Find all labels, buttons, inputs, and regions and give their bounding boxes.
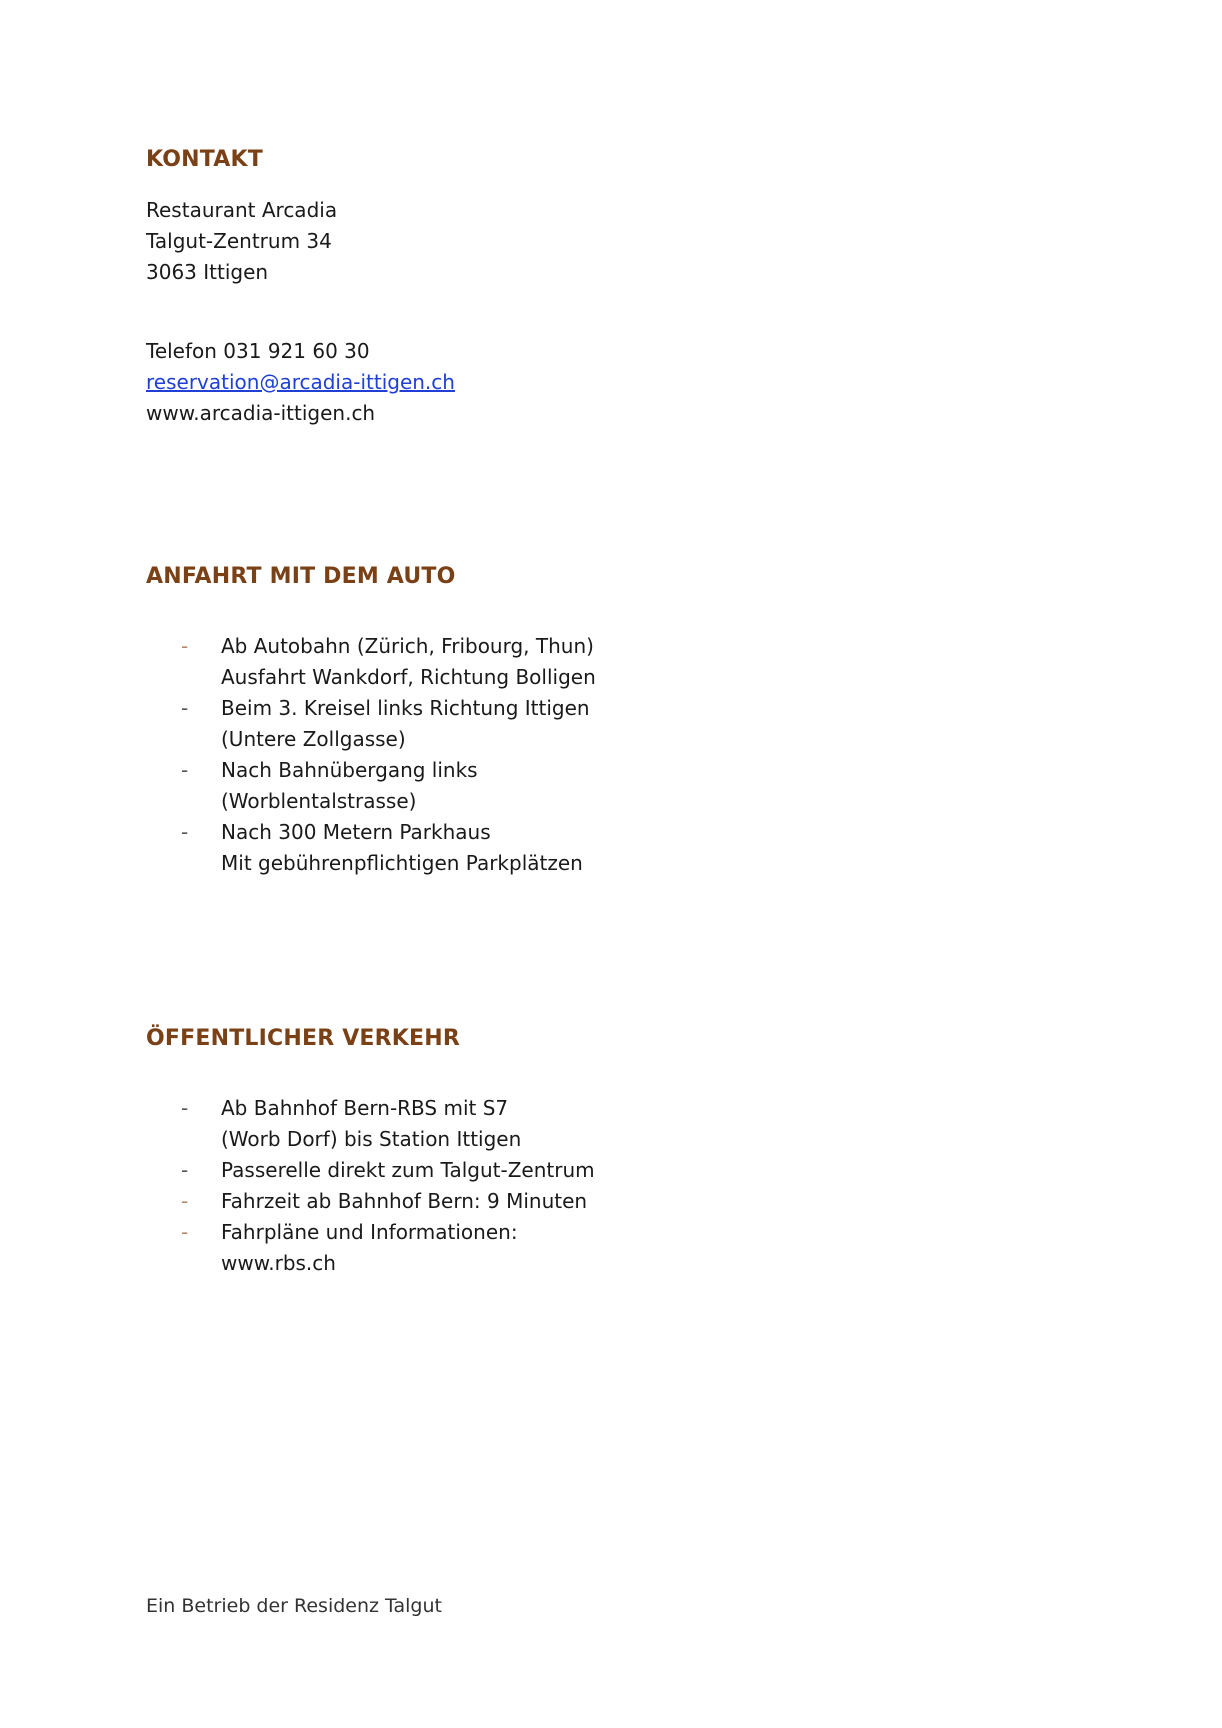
list-item bbox=[176, 1155, 595, 1186]
list-dash: - bbox=[181, 1096, 189, 1120]
list-dash: - bbox=[181, 820, 189, 844]
list-item bbox=[176, 1217, 595, 1279]
footer-text: Ein Betrieb der Residenz Talgut bbox=[146, 1595, 442, 1617]
list-dash: - bbox=[181, 696, 189, 720]
website-text: www.arcadia-ittigen.ch bbox=[146, 401, 376, 425]
list-item bbox=[176, 631, 596, 693]
car-directions-heading: ANFAHRT MIT DEM AUTO bbox=[146, 564, 456, 589]
transit-heading: ÖFFENTLICHER VERKEHR bbox=[146, 1026, 461, 1051]
list-item bbox=[176, 755, 596, 817]
address-line-city: 3063 Ittigen bbox=[146, 260, 269, 284]
list-item-line: Fahrzeit ab Bahnhof Bern: 9 Minuten bbox=[221, 1189, 588, 1213]
list-item bbox=[176, 1093, 595, 1155]
list-item-line: Nach 300 Metern Parkhaus bbox=[221, 820, 491, 844]
contact-heading: KONTAKT bbox=[146, 147, 263, 172]
list-item-line: Mit gebührenpflichtigen Parkplätzen bbox=[221, 851, 583, 875]
list-item-line: Ab Bahnhof Bern-RBS mit S7 bbox=[221, 1096, 509, 1120]
list-dash: - bbox=[181, 1158, 189, 1182]
list-item bbox=[176, 1186, 595, 1217]
list-item-line: Fahrpläne und Informationen: bbox=[221, 1220, 518, 1244]
address-line-name: Restaurant Arcadia bbox=[146, 198, 338, 222]
list-item-line: Ab Autobahn (Zürich, Fribourg, Thun) bbox=[221, 634, 594, 658]
list-item-line: Nach Bahnübergang links bbox=[221, 758, 478, 782]
list-item-line: Ausfahrt Wankdorf, Richtung Bolligen bbox=[221, 665, 596, 689]
list-item-line: www.rbs.ch bbox=[221, 1251, 336, 1275]
address-line-street: Talgut-Zentrum 34 bbox=[146, 229, 332, 253]
contact-details bbox=[146, 336, 455, 429]
list-dash: - bbox=[181, 758, 189, 782]
car-directions-list bbox=[176, 631, 596, 879]
contact-address bbox=[146, 195, 337, 288]
list-dash: - bbox=[181, 634, 189, 658]
list-item bbox=[176, 817, 596, 879]
list-item-line: Beim 3. Kreisel links Richtung Ittigen bbox=[221, 696, 590, 720]
list-item-line: Passerelle direkt zum Talgut-Zentrum bbox=[221, 1158, 595, 1182]
list-item bbox=[176, 693, 596, 755]
phone-number: Telefon 031 921 60 30 bbox=[146, 339, 370, 363]
list-dash: - bbox=[181, 1220, 189, 1244]
email-link[interactable]: reservation@arcadia-ittigen.ch bbox=[146, 370, 455, 394]
list-dash: - bbox=[181, 1189, 189, 1213]
transit-list bbox=[176, 1093, 595, 1279]
list-item-line: (Untere Zollgasse) bbox=[221, 727, 406, 751]
list-item-line: (Worblentalstrasse) bbox=[221, 789, 417, 813]
list-item-line: (Worb Dorf) bis Station Ittigen bbox=[221, 1127, 522, 1151]
